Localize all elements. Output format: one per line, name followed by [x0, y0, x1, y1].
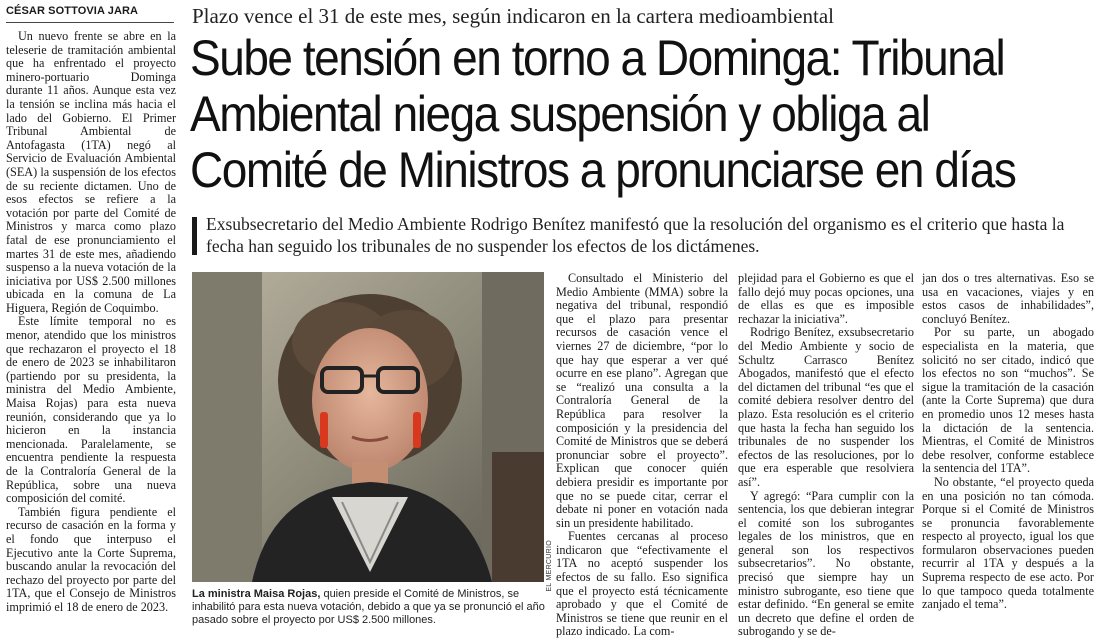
paragraph: jan dos o tres alternativas. Eso se usa en vacaciones, viajes y en estos casos de inhabilidades”, concluyó Benítez. — [922, 271, 1094, 326]
article-column-4 — [922, 272, 1094, 612]
article-column-1 — [6, 30, 176, 615]
paragraph: No obstante, “el proyecto queda en una posición no tan cómoda. Porque si el Comité de Ministros se pronuncia favorablemente respecto al proyecto, igual los que formularon observaciones pueden recurrir al 1TA y después a la Suprema respecto de ese acto. Por lo que tampoco queda totalmente zanjado el tema”. — [922, 474, 1094, 612]
deck: Exsubsecretario del Medio Ambiente Rodrigo Benítez manifestó que la resolución del organismo es el criterio que hasta la fecha han seguido los tribunales de no suspender los efectos de los dictámenes. — [206, 214, 1065, 256]
photo-credit: EL MERCURIO — [546, 540, 553, 592]
article-column-3 — [738, 272, 914, 639]
byline: CÉSAR SOTTOVIA JARA — [6, 5, 139, 17]
paragraph: Por su parte, un abogado especialista en la materia, que solicitó no ser citado, indicó que los efectos no son “muchos”. Se sigue la tramitación de la casación (ante la Corte Suprema) que dura en promedio unos 12 meses hasta la dictación de la sentencia. Mientras, el Comité de Ministros debe resolver, conforme establece la sentencia del 1TA”. — [922, 325, 1094, 476]
photo-maisa-rojas — [192, 272, 544, 582]
paragraph: Un nuevo frente se abre en la teleserie de tramitación ambiental que ha enfrentado el proyecto minero-portuario Dominga durante 11 años. Aunque esta vez la tensión se inclina más hacia el lado del Gobierno. El Primer Tribunal Ambiental de Antofagasta (1TA) negó al Servicio de Evaluación Ambiental (SEA) la suspensión de los efectos de su reciente dictamen. Uno de esos efectos se refiere a la votación por parte del Comité de Ministros y marca como plazo fatal de ese pronunciamiento el martes 31 de este mes, añadiendo suspenso a la nueva votación de la iniciativa por US$ 2.500 millones ubicada en la comuna de La Higuera, Región de Coquimbo. — [6, 29, 176, 315]
kicker: Plazo vence el 31 de este mes, según indicaron en la cartera medioambiental — [192, 4, 834, 28]
caption-text: quien preside el Comité de Ministros, se inhabilitó para esta nueva votación, debido a que ya se pronunció el año pasado sobre el proyecto por US$ 2.500 millones. — [192, 588, 545, 627]
byline-rule — [6, 22, 174, 23]
paragraph: También figura pendiente el recurso de casación en la forma y el fondo que interpuso el Ejecutivo ante la Corte Suprema, buscando anular la revocación del rechazo del proyecto por parte del 1TA, que el Consejo de Ministros imprimió el 18 de enero de 2023. — [6, 504, 176, 614]
paragraph: Consultado el Ministerio del Medio Ambiente (MMA) sobre la negativa del tribunal, respondió que el plazo para presentar recursos de casación vence el viernes 27 de diciembre, “por lo que hay que esperar a ver qué ocurre en ese plano”. Agregan que se “realizó una consulta a la Contraloría General de la República para resolver la composición y la presidencia del Comité de Ministros que se deberá pronunciar sobre el proyecto”. Explican que conocer quién debiera presidir es importante por que no se puede citar, cerrar el debate ni poner en votación nada sin un presidente habilitado. — [556, 271, 728, 530]
headline: Sube tensión en torno a Dominga: Tribunal Ambiental niega suspensión y obliga al Comité de Ministros a pronunciarse en días — [190, 30, 1016, 198]
paragraph: Rodrigo Benítez, exsubsecretario del Medio Ambiente y socio de Schultz Carrasco Benítez Abogados, manifestó que el efecto del dictamen del tribunal “es que el comité debiera resolver dentro del plazo. Esta resolución es el criterio que hasta la fecha han seguido los tribunales de no suspender los efectos de las resoluciones, por lo que era esperable que resolviera así”. — [738, 325, 914, 489]
portrait-image — [192, 272, 544, 582]
paragraph: plejidad para el Gobierno es que el fallo dejó muy pocas opciones, una de ellas es que es imposible rechazar la iniciativa”. — [738, 271, 914, 326]
photo-caption — [192, 588, 548, 628]
paragraph: Fuentes cercanas al proceso indicaron que “efectivamente el 1TA no aceptó suspender los efectos de su fallo. Eso significa que el proyecto está técnicamente aprobado y que el Comité de Ministros se tiene que reunir en el plazo indicado. La com- — [556, 529, 728, 639]
article-column-2 — [556, 272, 728, 639]
paragraph: Y agregó: “Para cumplir con la sentencia, los que debieran integrar el comité son los subrogantes legales de los ministros, que en general son los respectivos subsecretarios”. No obstante, precisó que siempre hay un ministro subrogante, eso tiene que estar definido. “En general se emite un decreto que define el orden de subrogando y se de- — [738, 488, 914, 639]
paragraph: Este límite temporal no es menor, atendido que los ministros que rechazaron el proyecto el 18 de enero de 2023 se inhabilitaron (partiendo por su presidenta, la ministra del Medio Ambiente, Maisa Rojas) para esta nueva reunión, considerando que ya lo hicieron en la instancia mencionada. Paralelamente, se encuentra pendiente la respuesta de la Contraloría General de la República, sobre una nueva composición del comité. — [6, 314, 176, 506]
caption-bold: La ministra Maisa Rojas, — [192, 588, 321, 600]
